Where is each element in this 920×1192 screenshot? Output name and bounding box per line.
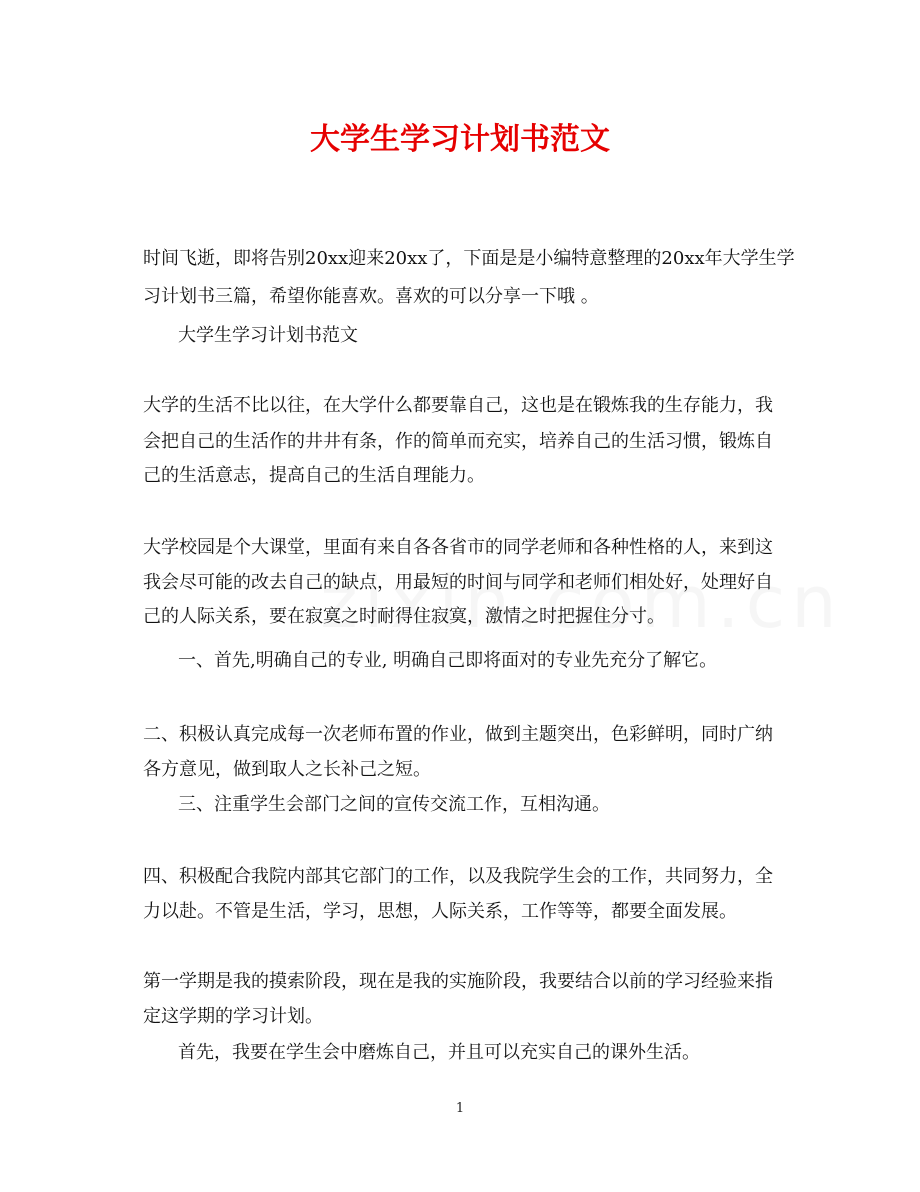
body-line: 二、积极认真完成每一次老师布置的作业，做到主题突出，色彩鲜明，同时广纳 [143,724,773,745]
body-line: 大学的生活不比以往，在大学什么都要靠自己，这也是在锻炼我的生存能力，我 [143,395,773,416]
body-line: 大学校园是个大课堂，里面有来自各各省市的同学老师和各种性格的人，来到这 [143,537,773,558]
page-number: 1 [455,1101,465,1116]
body-line: 第一学期是我的摸索阶段，现在是我的实施阶段，我要结合以前的学习经验来指 [143,971,773,992]
body-line: 己的生活意志，提高自己的生活自理能力。 [143,465,485,486]
body-line: 会把自己的生活作的井井有条，作的简单而充实，培养自己的生活习惯，锻炼自 [143,431,773,452]
body-line: 一、首先,明确自己的专业, 明确自己即将面对的专业先充分了解它。 [178,650,718,671]
body-line: 时间飞逝，即将告别20xx迎来20xx了，下面是是小编特意整理的20xx年大学生学 [143,248,795,269]
body-line: 三、注重学生会部门之间的宣传交流工作，互相沟通。 [178,794,610,815]
body-line: 四、积极配合我院内部其它部门的工作，以及我院学生会的工作，共同努力，全 [143,866,773,887]
document-title: 大学生学习计划书范文 [310,122,610,157]
body-line: 我会尽可能的改去自己的缺点，用最短的时间与同学和老师们相处好，处理好自 [143,572,773,593]
body-line: 习计划书三篇，希望你能喜欢。喜欢的可以分享一下哦 。 [143,286,599,307]
body-line: 各方意见，做到取人之长补己之短。 [143,759,431,780]
body-line: 己的人际关系，要在寂寞之时耐得住寂寞，激情之时把握住分寸。 [143,606,665,627]
body-line: 力以赴。不管是生活，学习，思想，人际关系，工作等等，都要全面发展。 [143,901,737,922]
body-line: 定这学期的学习计划。 [143,1006,323,1027]
body-line: 首先，我要在学生会中磨炼自己，并且可以充实自己的课外生活。 [178,1042,700,1063]
subheading: 大学生学习计划书范文 [178,325,358,346]
